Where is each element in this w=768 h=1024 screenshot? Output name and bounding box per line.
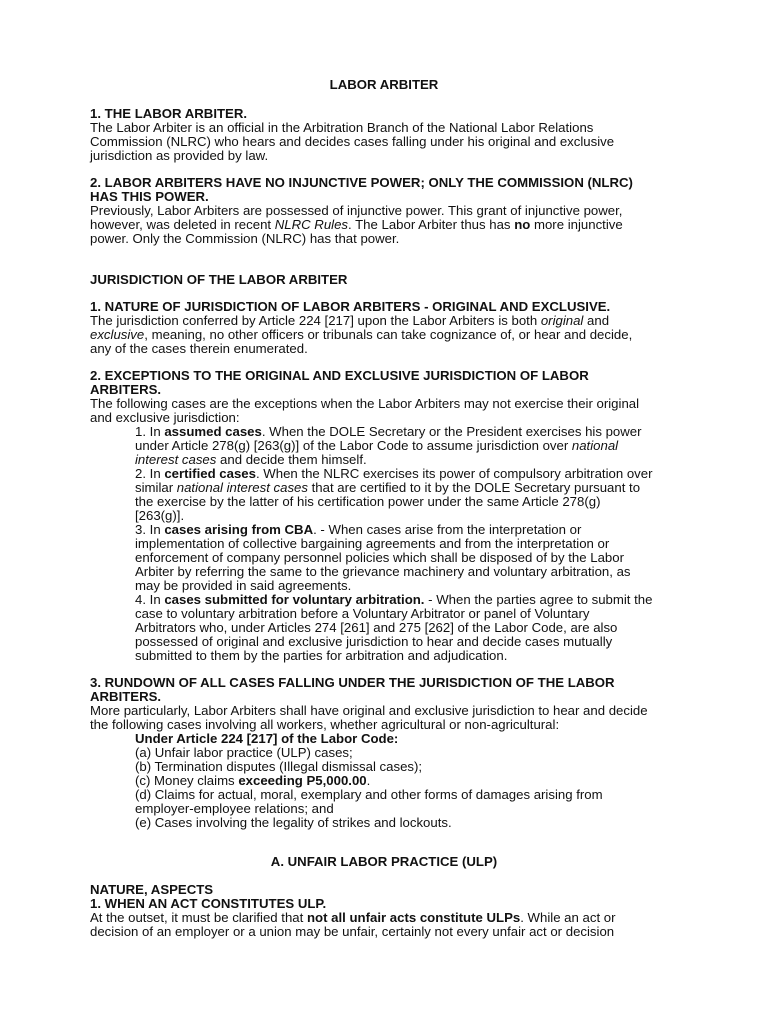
list-item: 2. In certified cases. When the NLRC exercises its power of compulsory arbitration over xyxy=(135,466,653,481)
heading-when-act-constitutes-ulp: 1. WHEN AN ACT CONSTITUTES ULP. xyxy=(90,896,327,911)
list-item-line: possessed of original and exclusive jurisdiction to hear and decide cases mutually xyxy=(135,634,613,649)
list-item: (b) Termination disputes (Illegal dismissal cases); xyxy=(135,759,423,774)
heading-nature-of-jurisdiction: 1. NATURE OF JURISDICTION OF LABOR ARBITERS - ORIGINAL AND EXCLUSIVE. xyxy=(90,299,611,314)
list-item-line: interest cases and decide them himself. xyxy=(135,452,367,467)
heading-no-injunctive-power-cont: HAS THIS POWER. xyxy=(90,189,209,204)
list-item: 3. In cases arising from CBA. - When cases arise from the interpretation or xyxy=(135,522,582,537)
paragraph-line: however, was deleted in recent NLRC Rules. The Labor Arbiter thus has no more injunctive xyxy=(90,217,623,232)
list-item-line: Arbiter by referring the same to the grievance machinery and voluntary arbitration, as xyxy=(135,564,631,579)
paragraph-line: decision of an employer or a union may be unfair, certainly not every unfair act or decision xyxy=(90,924,615,939)
list-item-line: employer-employee relations; and xyxy=(135,801,334,816)
list-item-line: enforcement of company personnel policies which shall be disposed of by the Labor xyxy=(135,550,624,565)
paragraph-line: The Labor Arbiter is an official in the Arbitration Branch of the National Labor Relations xyxy=(90,120,594,135)
paragraph-line: Previously, Labor Arbiters are possessed of injunctive power. This grant of injunctive power, xyxy=(90,203,623,218)
paragraph-line: The following cases are the exceptions when the Labor Arbiters may not exercise their original xyxy=(90,396,640,411)
paragraph-line: jurisdiction as provided by law. xyxy=(90,148,269,163)
list-item-line: [263(g)]. xyxy=(135,508,185,523)
paragraph-line: exclusive, meaning, no other officers or tribunals can take cognizance of, or hear and decide, xyxy=(90,327,633,342)
list-item: 4. In cases submitted for voluntary arbitration. - When the parties agree to submit the xyxy=(135,592,653,607)
paragraph-line: the following cases involving all workers, whether agricultural or non-agricultural: xyxy=(90,717,560,732)
paragraph-line: and exclusive jurisdiction: xyxy=(90,410,240,425)
list-item-line: may be provided in said agreements. xyxy=(135,578,352,593)
paragraph-line: Commission (NLRC) who hears and decides cases falling under his original and exclusive xyxy=(90,134,615,149)
paragraph-line: any of the cases therein enumerated. xyxy=(90,341,308,356)
section-title-ulp: A. UNFAIR LABOR PRACTICE (ULP) xyxy=(270,854,498,869)
heading-rundown-cont: ARBITERS. xyxy=(90,689,162,704)
list-item: 1. In assumed cases. When the DOLE Secretary or the President exercises his power xyxy=(135,424,642,439)
paragraph-line: The jurisdiction conferred by Article 224 [217] upon the Labor Arbiters is both original and xyxy=(90,313,610,328)
heading-no-injunctive-power: 2. LABOR ARBITERS HAVE NO INJUNCTIVE POWER; ONLY THE COMMISSION (NLRC) xyxy=(90,175,633,190)
list-item: (e) Cases involving the legality of strikes and lockouts. xyxy=(135,815,452,830)
heading-jurisdiction: JURISDICTION OF THE LABOR ARBITER xyxy=(90,272,348,287)
list-item-line: similar national interest cases that are certified to it by the DOLE Secretary pursuant to xyxy=(135,480,641,495)
list-item: (c) Money claims exceeding P5,000.00. xyxy=(135,773,371,788)
doc-title: LABOR ARBITER xyxy=(329,77,439,92)
heading-exceptions-cont: ARBITERS. xyxy=(90,382,162,397)
heading-nature-aspects: NATURE, ASPECTS xyxy=(90,882,214,897)
heading-exceptions: 2. EXCEPTIONS TO THE ORIGINAL AND EXCLUSIVE JURISDICTION OF LABOR xyxy=(90,368,589,383)
list-item: (d) Claims for actual, moral, exemplary and other forms of damages arising from xyxy=(135,787,603,802)
subheading-article-224: Under Article 224 [217] of the Labor Code: xyxy=(135,731,399,746)
list-item: (a) Unfair labor practice (ULP) cases; xyxy=(135,745,353,760)
list-item-line: case to voluntary arbitration before a Voluntary Arbitrator or panel of Voluntary xyxy=(135,606,590,621)
paragraph-line: power. Only the Commission (NLRC) has that power. xyxy=(90,231,400,246)
paragraph-line: More particularly, Labor Arbiters shall have original and exclusive jurisdiction to hear and decide xyxy=(90,703,648,718)
paragraph-line: At the outset, it must be clarified that not all unfair acts constitute ULPs. While an act or xyxy=(90,910,616,925)
list-item-line: implementation of collective bargaining agreements and from the interpretation or xyxy=(135,536,610,551)
list-item-line: Arbitrators who, under Articles 274 [261] and 275 [262] of the Labor Code, are also xyxy=(135,620,618,635)
list-item-line: the exercise by the latter of his certification power under the same Article 278(g) xyxy=(135,494,601,509)
heading-labor-arbiter: 1. THE LABOR ARBITER. xyxy=(90,106,248,121)
heading-rundown: 3. RUNDOWN OF ALL CASES FALLING UNDER THE JURISDICTION OF THE LABOR xyxy=(90,675,615,690)
list-item-line: submitted to them by the parties for arbitration and adjudication. xyxy=(135,648,508,663)
list-item-line: under Article 278(g) [263(g)] of the Labor Code to assume jurisdiction over national xyxy=(135,438,619,453)
